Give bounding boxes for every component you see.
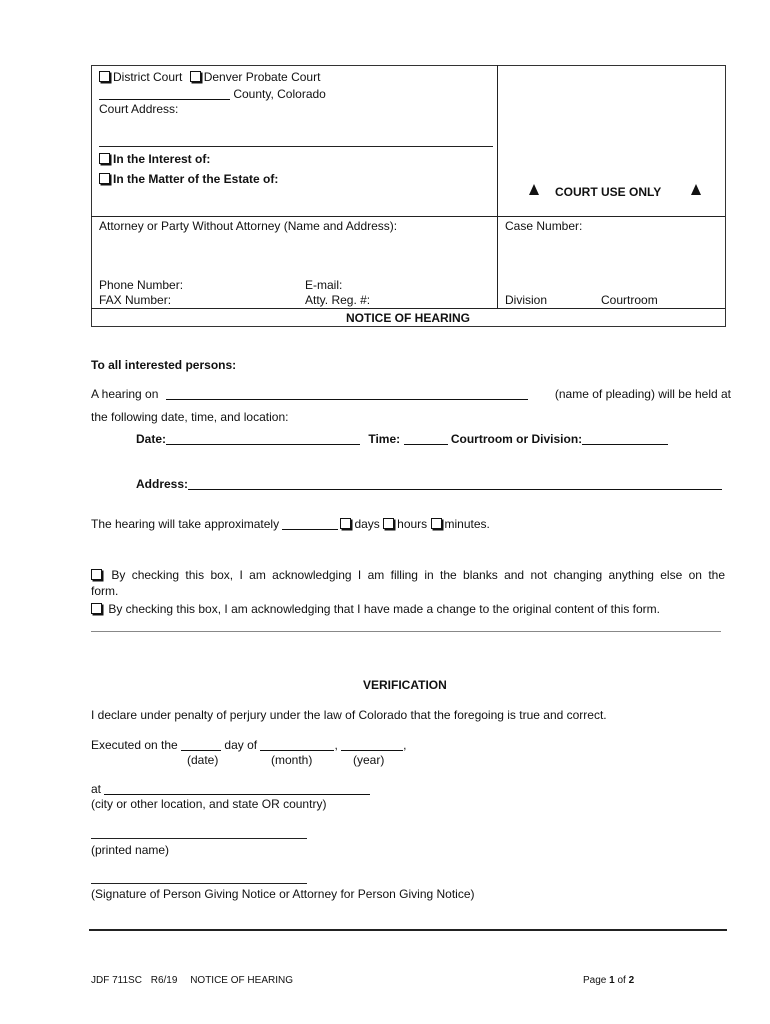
estate-of-row	[99, 172, 278, 186]
denver-probate-label: Denver Probate Court	[203, 70, 321, 84]
location-caption: (city or other location, and state OR country)	[91, 797, 327, 811]
year-blank[interactable]	[341, 738, 403, 751]
caption-vertical-divider	[497, 65, 498, 308]
courtroom-label: Courtroom	[601, 293, 658, 307]
date-caption: (date)	[187, 753, 219, 767]
courtroom-division-blank[interactable]	[582, 432, 668, 445]
time-blank[interactable]	[404, 432, 448, 445]
estate-of-label: In the Matter of the Estate of:	[113, 172, 279, 186]
date-label: Date:	[136, 432, 167, 446]
court-use-only: COURT USE ONLY	[555, 185, 662, 199]
hearing-on-label: A hearing on	[91, 387, 159, 401]
form-title: NOTICE OF HEARING	[345, 311, 470, 325]
day-of-label: day of	[224, 738, 258, 752]
days-checkbox[interactable]	[340, 518, 351, 529]
email-label: E-mail:	[305, 278, 343, 292]
time-label: Time:	[368, 432, 401, 446]
location-row	[91, 782, 370, 796]
approx-label: The hearing will take approximately	[91, 517, 280, 531]
executed-row: Executed on the day of , ,	[91, 738, 407, 752]
address-row	[136, 477, 722, 491]
case-number-label: Case Number:	[505, 219, 583, 233]
declaration-text: I declare under penalty of perjury under the law of Colorado that the foregoing is true and correct.	[91, 708, 607, 722]
interest-of-checkbox[interactable]	[99, 153, 110, 164]
division-label: Division	[505, 293, 548, 307]
executed-on-label: Executed on the	[91, 738, 178, 752]
court-address-rule	[99, 146, 493, 147]
fax-label: FAX Number:	[99, 293, 172, 307]
address-blank[interactable]	[188, 477, 722, 490]
revision: R6/19	[150, 975, 178, 986]
triangle-up-icon	[691, 184, 701, 195]
court-address-label: Court Address:	[99, 102, 179, 116]
courtroom-division-label: Courtroom or Division:	[450, 432, 583, 446]
page-num: 1	[609, 975, 615, 986]
footer-left	[91, 975, 293, 986]
date-blank[interactable]	[166, 432, 360, 445]
triangle-up-icon	[529, 184, 539, 195]
caption-divider-1	[91, 216, 725, 217]
days-label: days	[354, 517, 380, 531]
phone-label: Phone Number:	[99, 278, 184, 292]
day-blank[interactable]	[181, 738, 221, 751]
hours-checkbox[interactable]	[383, 518, 394, 529]
county-label: County, Colorado	[233, 87, 326, 101]
ack-1-checkbox[interactable]	[91, 569, 102, 580]
salutation: To all interested persons:	[91, 358, 237, 372]
ack-1-continuation: form.	[91, 584, 119, 598]
section-rule	[91, 631, 721, 632]
year-caption: (year)	[353, 753, 385, 767]
footer-rule	[89, 929, 727, 931]
printed-name-line[interactable]	[91, 838, 307, 839]
minutes-checkbox[interactable]	[431, 518, 442, 529]
county-line	[99, 87, 326, 101]
verification-title: VERIFICATION	[363, 678, 447, 692]
duration-blank[interactable]	[282, 517, 338, 530]
following-text: the following date, time, and location:	[91, 410, 289, 424]
atty-reg-label: Atty. Reg. #:	[305, 293, 371, 307]
form-id: JDF 711SC	[91, 975, 142, 986]
signature-caption: (Signature of Person Giving Notice or Attorney for Person Giving Notice)	[91, 887, 475, 901]
name-of-pleading-label: (name of pleading) will be held at	[554, 387, 731, 401]
attorney-label: Attorney or Party Without Attorney (Name and Address):	[99, 219, 398, 233]
county-blank[interactable]	[99, 87, 230, 100]
footer-title: NOTICE OF HEARING	[190, 975, 293, 986]
duration-row	[91, 517, 490, 531]
month-caption: (month)	[271, 753, 313, 767]
estate-of-checkbox[interactable]	[99, 173, 110, 184]
caption-divider-2	[91, 308, 725, 309]
hearing-on-row	[91, 387, 731, 401]
ack-2-row	[91, 602, 660, 616]
court-options	[99, 70, 320, 84]
page-total: 2	[628, 975, 635, 986]
ack-2-label: By checking this box, I am acknowledging that I have made a change to the original content of this form.	[108, 602, 660, 616]
page-indicator	[583, 975, 634, 986]
denver-probate-checkbox[interactable]	[190, 71, 201, 82]
interest-of-label: In the Interest of:	[113, 152, 211, 166]
pleading-blank[interactable]	[166, 387, 528, 400]
district-court-label: District Court	[113, 70, 183, 84]
ack-1-row	[91, 568, 725, 582]
hours-label: hours	[397, 517, 428, 531]
of-word: of	[617, 975, 626, 986]
ack-1-label: By checking this box, I am acknowledging I am filling in the blanks and not changing anything else on the	[111, 568, 725, 582]
interest-of-row	[99, 152, 210, 166]
page-word: Page	[583, 975, 607, 986]
at-label: at	[91, 782, 102, 796]
address-label: Address:	[136, 477, 189, 491]
date-time-row	[136, 432, 668, 446]
location-blank[interactable]	[104, 782, 370, 795]
month-blank[interactable]	[260, 738, 334, 751]
district-court-checkbox[interactable]	[99, 71, 110, 82]
ack-2-checkbox[interactable]	[91, 603, 102, 614]
printed-name-caption: (printed name)	[91, 843, 170, 857]
minutes-label: minutes.	[444, 517, 490, 531]
signature-line[interactable]	[91, 883, 307, 884]
